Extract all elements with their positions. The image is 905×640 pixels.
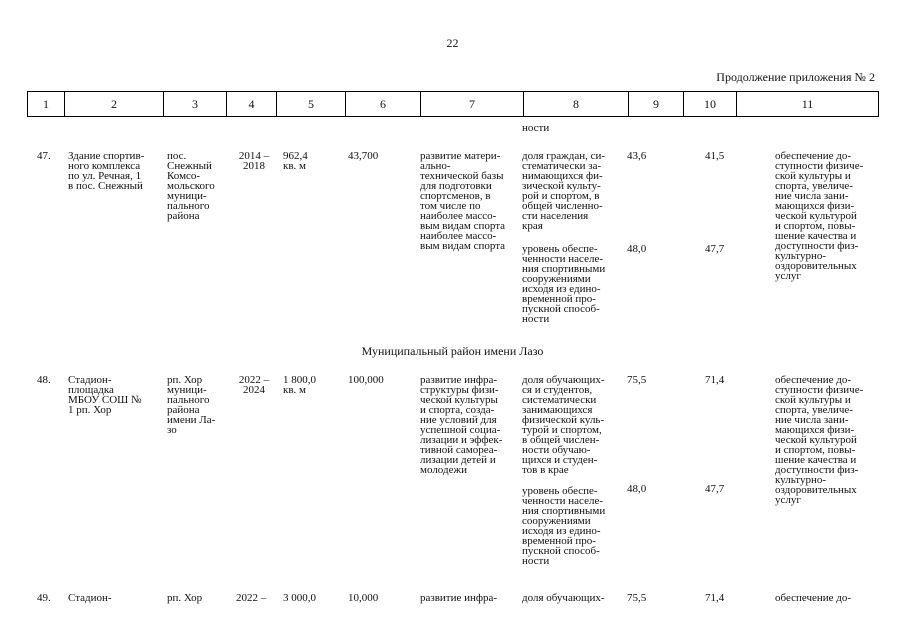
column-header: 10 <box>684 92 737 117</box>
object-cost: 10,000 <box>348 592 379 604</box>
indicator-text: доля граждан, си- стематически за- нимающихся фи- зической культу- рой и спортом, в общей численно- сти населения края <box>522 150 606 232</box>
object-name: Здание спортив- ного комплекса по ул. Речная, 1 в пос. Снежный <box>68 150 145 192</box>
column-header: 6 <box>346 92 421 117</box>
page-number: 22 <box>446 36 459 50</box>
column-header: 5 <box>277 92 346 117</box>
construction-years: 2022 – 2024 <box>238 374 270 396</box>
indicator-value: 43,6 <box>627 150 647 162</box>
object-purpose: развитие матери- ально- технической базы для подготовки спортсменов, в том числе по наиболее массо- вым видам спорта наиболее массо- вым видам спорта <box>420 150 506 252</box>
expected-effect: обеспечение до- ступности физиче- ской культуры и спорта, увеличе- ние числа зани- мающихся физи- ческой культурой и спортом, повы- шение качества и доступности физ- культурно- оздоровительных услуг <box>775 150 864 282</box>
object-capacity: 962,4 кв. м <box>283 150 308 172</box>
row-number: 48. <box>37 374 51 386</box>
object-location: пос. Снежный Комсо- мольского муници- пального района <box>167 150 215 222</box>
indicator-value: 75,5 <box>627 592 647 604</box>
column-header: 11 <box>737 92 879 117</box>
indicator-text: доля обучающих- <box>522 592 605 604</box>
column-header-table <box>27 91 879 117</box>
indicator-text: уровень обеспе- ченности населе- ния спортивными сооружениями исходя из едино- временной про- пускной способ- ности <box>522 485 606 567</box>
indicator-value: 47,7 <box>705 243 725 255</box>
row-number: 49. <box>37 592 51 604</box>
column-header: 3 <box>164 92 227 117</box>
indicator-value: 75,5 <box>627 374 647 386</box>
appendix-note: Продолжение приложения № 2 <box>716 70 875 84</box>
construction-years: 2022 – <box>236 592 267 604</box>
object-name: Стадион- площадка МБОУ СОШ № 1 рп. Хор <box>68 374 142 416</box>
object-cost: 100,000 <box>348 374 384 386</box>
expected-effect: обеспечение до- ступности физиче- ской культуры и спорта, увеличе- ние числа зани- мающихся физи- ческой культурой и спортом, повы- шение качества и доступности физ- культурно- оздоровительных услуг <box>775 374 864 506</box>
section-title: Муниципальный район имени Лазо <box>361 344 544 358</box>
object-location: рп. Хор муници- пального района имени Ла- зо <box>167 374 216 436</box>
column-header: 7 <box>421 92 524 117</box>
indicator-text: уровень обеспе- ченности населе- ния спортивными сооружениями исходя из едино- временной про- пускной способ- ности <box>522 243 606 325</box>
object-name: Стадион- <box>68 592 112 604</box>
column-header: 4 <box>227 92 277 117</box>
indicator-value: 71,4 <box>705 592 725 604</box>
object-purpose: развитие инфра- структуры физи- ческой культуры и спорта, созда- ние условий для успешной социа- лизации и эффек- тивной самореа- лизации детей и молодежи <box>420 374 503 476</box>
indicator-value: 48,0 <box>627 243 647 255</box>
object-capacity: 1 800,0 кв. м <box>283 374 316 396</box>
continuation-text: ности <box>522 122 550 134</box>
indicator-value: 71,4 <box>705 374 725 386</box>
column-header: 8 <box>524 92 629 117</box>
object-purpose: развитие инфра- <box>420 592 498 604</box>
object-location: рп. Хор <box>167 592 203 604</box>
column-header: 1 <box>28 92 65 117</box>
indicator-value: 48,0 <box>627 483 647 495</box>
construction-years: 2014 – 2018 <box>238 150 270 172</box>
object-cost: 43,700 <box>348 150 379 162</box>
indicator-value: 47,7 <box>705 483 725 495</box>
indicator-text: доля обучающих- ся и студентов, систематически занимающихся физической куль- турой и спортом, в общей числен- ности обучаю- щихся и студен- тов в крае <box>522 374 605 476</box>
column-header: 2 <box>65 92 164 117</box>
indicator-value: 41,5 <box>705 150 725 162</box>
object-capacity: 3 000,0 <box>283 592 316 604</box>
expected-effect: обеспечение до- <box>775 592 852 604</box>
row-number: 47. <box>37 150 51 162</box>
column-header: 9 <box>629 92 684 117</box>
